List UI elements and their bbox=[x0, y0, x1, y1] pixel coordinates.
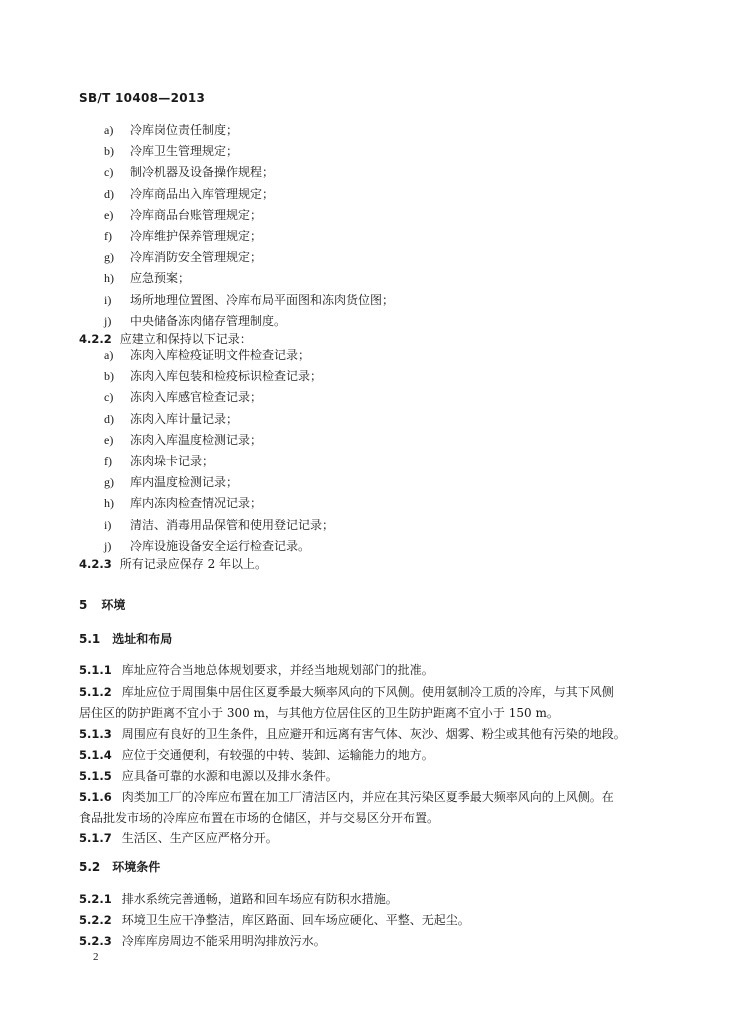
list-item bbox=[104, 495, 262, 511]
list-item-text: 制冷机器及设备操作规程； bbox=[130, 165, 275, 180]
clause-5-1-3: 5.1.3 周围应有良好的卫生条件，且应避开和远离有害气体、灰沙、烟雾、粉尘或其他有污染的地段。 bbox=[79, 727, 626, 741]
section-5-1-heading: 5.1 选址和布局 bbox=[79, 632, 173, 646]
section-5-heading: 5 环境 bbox=[79, 598, 126, 612]
clause-4-2-2: 4.2.2 应建立和保持以下记录： bbox=[79, 332, 252, 346]
list-item bbox=[104, 270, 190, 286]
list-item bbox=[104, 164, 274, 180]
list-item bbox=[104, 143, 238, 159]
clause-5-1-1: 5.1.1 库址应符合当地总体规划要求，并经当地规划部门的批准。 bbox=[79, 663, 434, 677]
list-item-marker: i) bbox=[104, 517, 112, 532]
clause-5-2-2: 5.2.2 环境卫生应干净整洁，库区路面、回车场应硬化、平整、无起尘。 bbox=[79, 913, 470, 927]
list-item bbox=[104, 368, 322, 384]
list-item-marker: c) bbox=[104, 165, 114, 180]
list-item-marker: b) bbox=[104, 369, 114, 384]
list-item-text: 库内冻肉检查情况记录； bbox=[130, 496, 263, 511]
list-item bbox=[104, 538, 310, 554]
list-item-text: 冷库卫生管理规定； bbox=[130, 144, 239, 159]
list-item-text: 应急预案； bbox=[130, 271, 191, 286]
list-item-text: 中央储备冻肉储存管理制度。 bbox=[130, 313, 287, 328]
list-item-marker: g) bbox=[104, 475, 114, 490]
list-item-marker: f) bbox=[104, 229, 112, 243]
list-item-text: 冷库商品台账管理规定； bbox=[130, 207, 263, 222]
list-item-marker: b) bbox=[104, 144, 114, 159]
list-item-text: 库内温度检测记录； bbox=[130, 475, 239, 490]
list-item bbox=[104, 453, 214, 469]
clause-5-2-3: 5.2.3 冷库库房周边不能采用明沟排放污水。 bbox=[79, 934, 326, 948]
list-item-text: 冻肉垛卡记录； bbox=[130, 454, 215, 468]
list-item-marker: d) bbox=[104, 186, 114, 201]
clause-5-1-4: 5.1.4 应位于交通便利，有较强的中转、装卸、运输能力的地方。 bbox=[79, 748, 434, 762]
clause-5-1-5: 5.1.5 应具备可靠的水源和电源以及排水条件。 bbox=[79, 769, 338, 783]
clause-5-1-6-line2: 食品批发市场的冷库应布置在市场的仓储区，并与交易区分开布置。 bbox=[79, 811, 440, 825]
list-item-marker: c) bbox=[104, 390, 114, 405]
list-item bbox=[104, 389, 262, 405]
list-item-marker: e) bbox=[104, 207, 114, 222]
list-item-text: 冷库商品出入库管理规定； bbox=[130, 186, 275, 201]
clause-5-1-2-line2: 居住区的防护距离不宜小于 300 m，与其他方位居住区的卫生防护距离不宜小于 150 m。 bbox=[79, 706, 559, 720]
list-item-marker: e) bbox=[104, 432, 114, 447]
list-item bbox=[104, 474, 238, 490]
list-item-text: 冷库岗位责任制度； bbox=[130, 123, 239, 137]
list-item-marker: j) bbox=[104, 313, 112, 328]
list-item bbox=[104, 432, 262, 448]
list-item bbox=[104, 228, 262, 244]
list-item-text: 冷库设施设备安全运行检查记录。 bbox=[130, 538, 311, 553]
list-item-text: 场所地理位置图、冷库布局平面图和冻肉货位图； bbox=[130, 292, 395, 307]
list-item-marker: f) bbox=[104, 454, 112, 468]
clause-5-2-1: 5.2.1 排水系统完善通畅，道路和回车场应有防积水措施。 bbox=[79, 892, 398, 906]
list-item bbox=[104, 292, 394, 308]
list-item-text: 冻肉入库包装和检疫标识检查记录； bbox=[130, 369, 323, 384]
list-item-text: 冻肉入库计量记录； bbox=[130, 411, 239, 426]
list-item-marker: h) bbox=[104, 271, 114, 286]
list-item-marker: d) bbox=[104, 411, 114, 426]
list-item bbox=[104, 186, 274, 202]
list-item-marker: a) bbox=[104, 123, 114, 137]
list-item bbox=[104, 347, 310, 363]
list-item-text: 清洁、消毒用品保管和使用登记记录； bbox=[130, 517, 335, 532]
list-item-marker: j) bbox=[104, 538, 112, 553]
page-number: 2 bbox=[93, 951, 99, 963]
list-item bbox=[104, 207, 262, 223]
list-item bbox=[104, 517, 334, 533]
clause-5-1-7: 5.1.7 生活区、生产区应严格分开。 bbox=[79, 831, 278, 845]
clause-4-2-3: 4.2.3 所有记录应保存 2 年以上。 bbox=[79, 557, 268, 571]
list-item-marker: i) bbox=[104, 292, 112, 307]
list-item bbox=[104, 411, 238, 427]
standard-code: SB/T 10408—2013 bbox=[79, 91, 206, 105]
list-item bbox=[104, 122, 238, 138]
section-5-2-heading: 5.2 环境条件 bbox=[79, 860, 161, 874]
list-item bbox=[104, 313, 286, 329]
clause-5-1-6-line1: 5.1.6 肉类加工厂的冷库应布置在加工厂清洁区内，并应在其污染区夏季最大频率风向的上风侧。在 bbox=[79, 790, 614, 804]
list-item-marker: a) bbox=[104, 348, 114, 362]
list-item-text: 冷库消防安全管理规定； bbox=[130, 250, 263, 265]
list-item-marker: g) bbox=[104, 250, 114, 265]
list-item-marker: h) bbox=[104, 496, 114, 511]
list-item-text: 冷库维护保养管理规定； bbox=[130, 229, 263, 243]
list-item-text: 冻肉入库感官检查记录； bbox=[130, 390, 263, 405]
clause-5-1-2-line1: 5.1.2 库址应位于周围集中居住区夏季最大频率风向的下风侧。使用氨制冷工质的冷库，与其下风侧 bbox=[79, 685, 614, 699]
list-item-text: 冻肉入库温度检测记录； bbox=[130, 432, 263, 447]
list-item bbox=[104, 249, 262, 265]
list-item-text: 冻肉入库检疫证明文件检查记录； bbox=[130, 348, 311, 362]
